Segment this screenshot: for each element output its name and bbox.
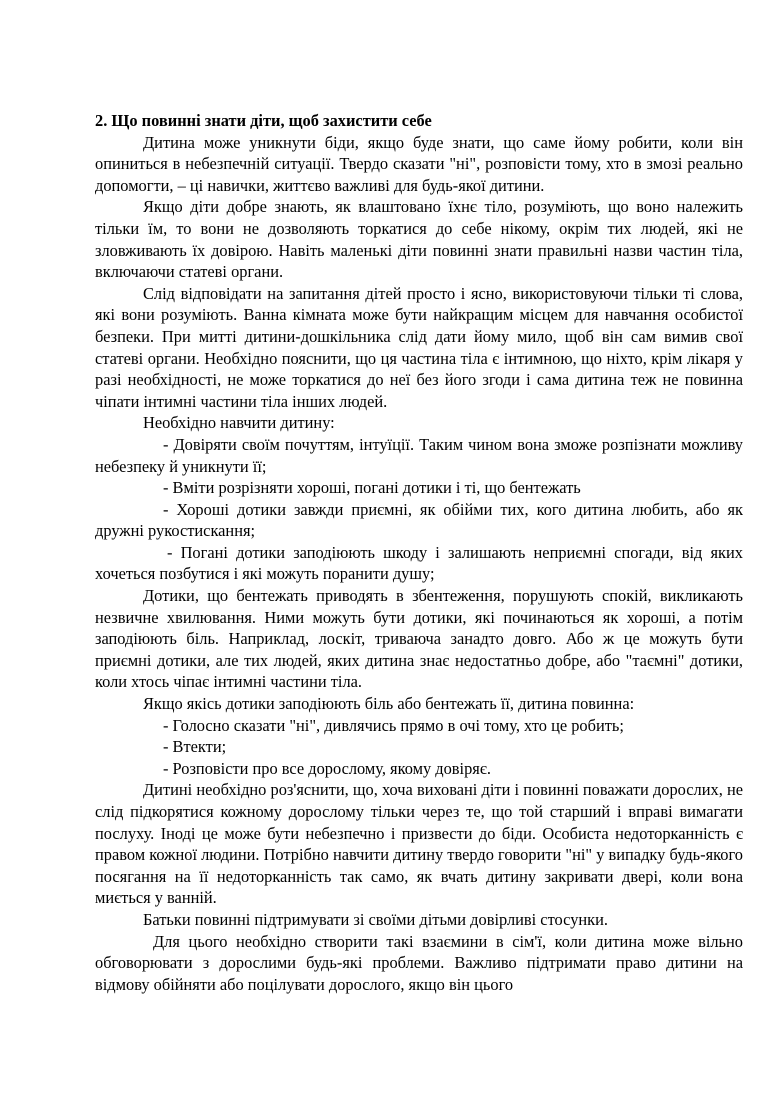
list-item: - Голосно сказати "ні", дивлячись прямо в очі тому, хто це робить;	[163, 715, 624, 735]
list-item: - Погані дотики заподіюють шкоду і залишають неприємні спогади, від яких хочеться позбутися і які можуть поранити душу;	[95, 542, 743, 584]
paragraph: Якщо якісь дотики заподіюють біль або бентежать її, дитина повинна:	[143, 694, 635, 714]
list-item: Для цього необхідно створити такі взаємини в сім'ї, коли дитина може вільно обговорювати з дорослими будь-які проблеми. Важливо підтримати право дитини на відмову обійняти або поцілувати дорослого, якщо він цього	[95, 931, 743, 994]
list-item: - Втекти;	[163, 737, 227, 757]
section-heading: 2. Що повинні знати діти, щоб захистити себе	[95, 111, 432, 130]
paragraph: Дитині необхідно роз'яснити, що, хоча виховані діти і повинні поважати дорослих, не слід підкорятися кожному дорослому тільки через те, що той старший і вправі вимагати послуху. Іноді це може бути небезпечно і призвести до біди. Особиста недоторканність є правом кожної людини. Потрібно навчити дитину твердо говорити "ні" у випадку будь-якого посягання на її недоторканність так само, як вчать дитину закривати двері, коли вона миється у ванній.	[95, 780, 743, 908]
paragraph: Дотики, що бентежать приводять в збентеження, порушують спокій, викликають незвичне хвилювання. Ними можуть бути дотики, які починаються як хороші, а потім заподіюють біль. Наприклад, лоскіт, триваюча занадто довго. Або ж це можуть бути приємні дотики, але тих людей, яких дитина знає недостатньо добре, або "таємні" дотики, коли хтось чіпає інтимні частини тіла.	[95, 586, 743, 692]
list-item: - Хороші дотики завжди приємні, як обійми тих, кого дитина любить, або як дружні рукостискання;	[95, 499, 743, 541]
list-item: - Розповісти про все дорослому, якому довіряє.	[163, 758, 491, 778]
document-body	[95, 132, 743, 996]
paragraph: Якщо діти добре знають, як влаштовано їхнє тіло, розуміють, що воно належить тільки їм, то вони не дозволяють торкатися до себе нікому, окрім тих людей, які не зловживають їх довірою. Навіть маленькі діти повинні знати правильні назви частин тіла, включаючи статеві органи.	[95, 197, 743, 282]
list-item: - Довіряти своїм почуттям, інтуїції. Таким чином вона зможе розпізнати можливу небезпеку й уникнути її;	[95, 434, 743, 476]
paragraph: Необхідно навчити дитину:	[143, 413, 335, 433]
paragraph: Батьки повинні підтримувати зі своїми дітьми довірливі стосунки.	[143, 909, 608, 929]
paragraph: Слід відповідати на запитання дітей просто і ясно, використовуючи тільки ті слова, які вони розуміють. Ванна кімната може бути найкращим місцем для навчання особистої безпеки. При митті дитини-дошкільника слід дати йому мило, щоб він сам вимив свої статеві органи. Необхідно пояснити, що ця частина тіла є інтимною, що ніхто, крім лікаря у разі необхідності, не може торкатися до неї без його згоди і сама дитина теж не повинна чіпати інтимні частини тіла інших людей.	[95, 283, 743, 411]
list-item: - Вміти розрізняти хороші, погані дотики і ті, що бентежать	[163, 478, 581, 498]
document-page	[95, 110, 743, 995]
paragraph: Дитина може уникнути біди, якщо буде знати, що саме йому робити, коли він опиниться в небезпечній ситуації. Твердо сказати "ні", розповісти тому, хто в змозі реально допомогти, – ці навички, життєво важливі для будь-якої дитини.	[95, 132, 743, 195]
